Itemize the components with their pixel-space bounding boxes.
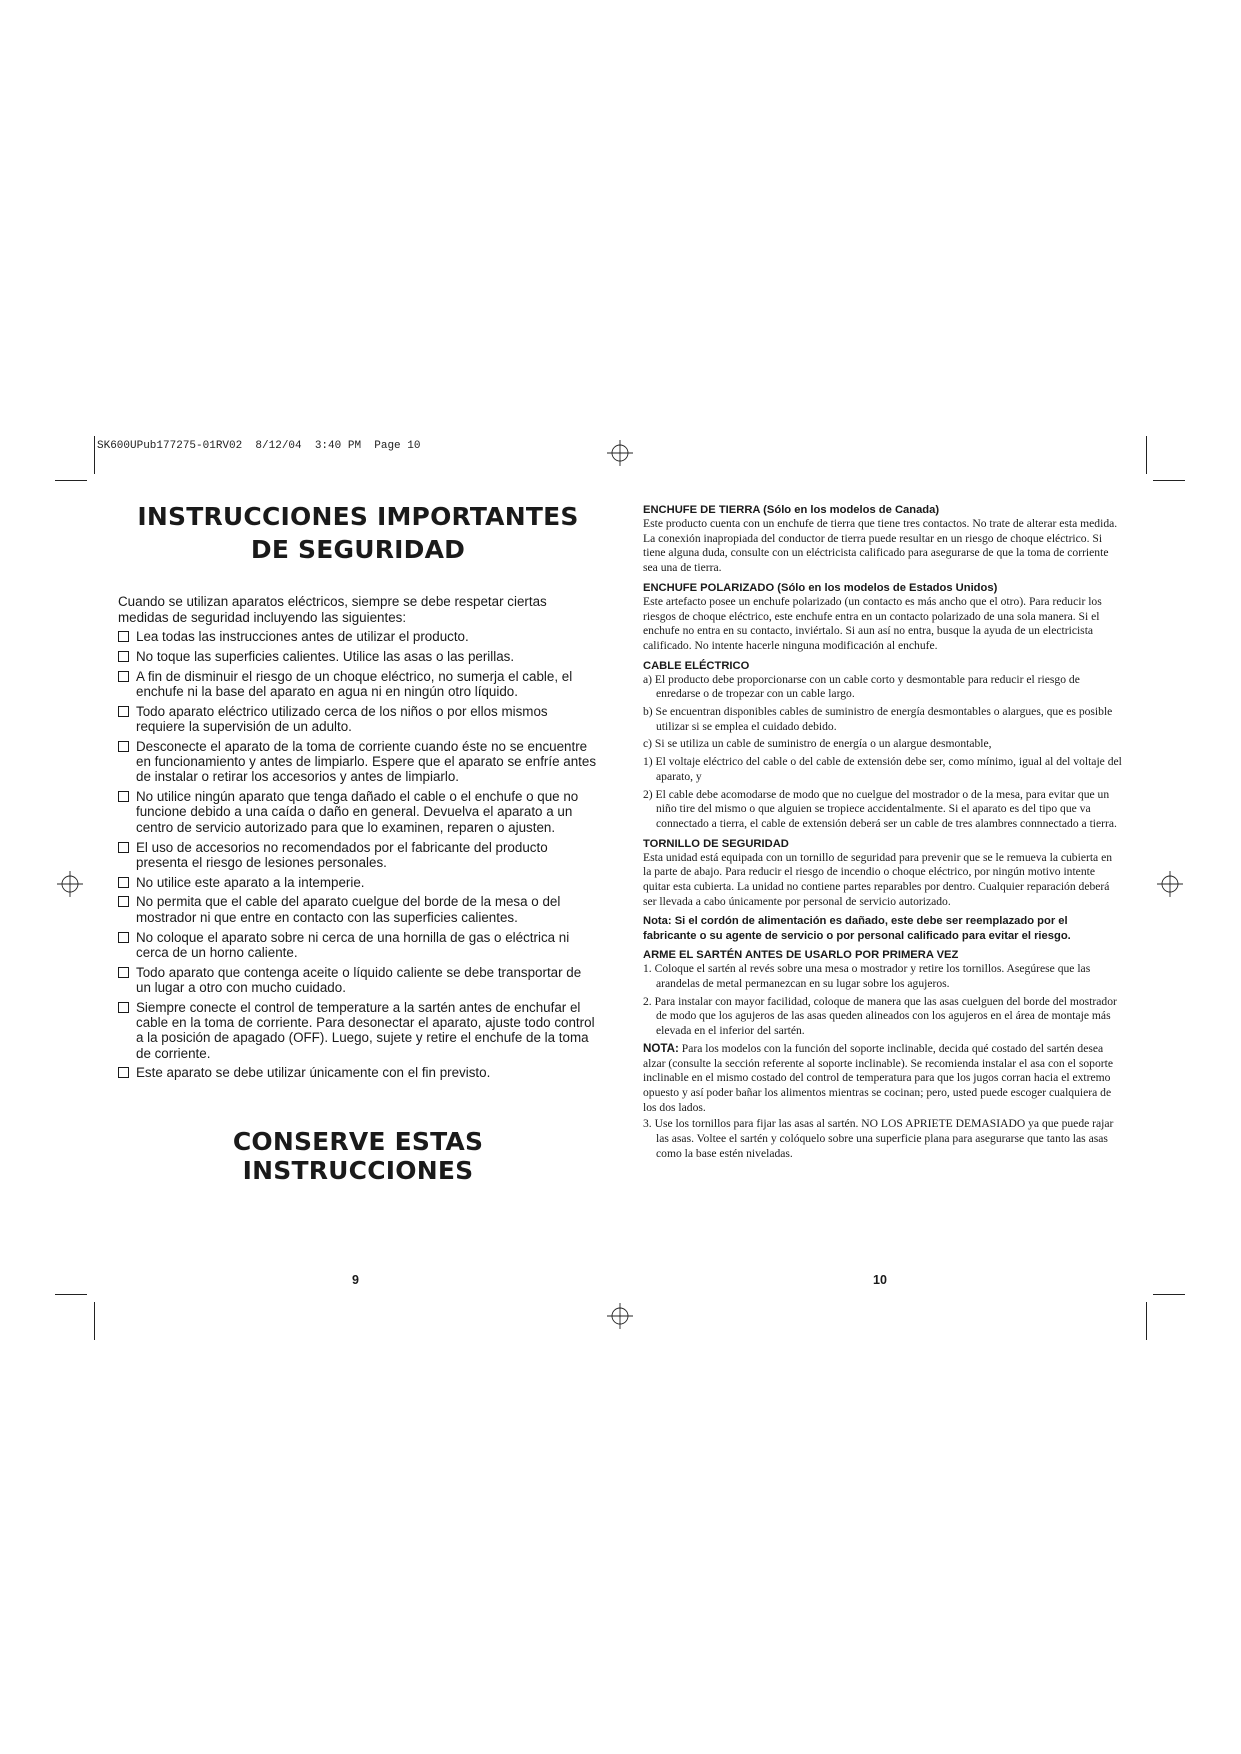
nota-text: Para los modelos con la función del soporte inclinable, decida qué costado del sartén desea alzar (consulte la sección referente al soporte inclinable). Se recomienda instalar el asa con el soporte inclinable en el mismo costado del control de temperatura para que los jugos corran hacia el extremo opuesto y así poder bañar los alimentos mientras se cocinan; pero, usted puede escoger cualquiera de los dos lados. (643, 1041, 1113, 1114)
list-item: 2) El cable debe acomodarse de modo que no cuelgue del mostrador o de la mesa, para evitar que un niño tire del mismo o que alguien se tropiece accidentalmente. Si el aparato es del tipo que va connectado a tierra, el cable de extensión deberá ser un cable de tres alambres connnectado a tierra. (643, 787, 1117, 830)
list-item: Lea todas las instrucciones antes de utilizar el producto. (118, 629, 598, 644)
left-page (118, 500, 598, 1185)
list-item: No utilice este aparato a la intemperie. (118, 875, 598, 890)
checkbox-square-icon (118, 1067, 129, 1078)
print-slug: SK600UPub177275-01RV02 8/12/04 3:40 PM Page 10 (97, 440, 421, 452)
crop-mark-top-right-v (1146, 436, 1147, 474)
checkbox-square-icon (118, 631, 129, 642)
crop-mark-bottom-left-h (55, 1294, 87, 1295)
checkbox-square-icon (118, 842, 129, 853)
safety-list (118, 629, 598, 1081)
registration-mark-bottom (607, 1303, 633, 1329)
list-item: El uso de accesorios no recomendados por el fabricante del producto presenta el riesgo de lesiones personales. (118, 840, 598, 871)
checkbox-square-icon (118, 967, 129, 978)
section-heading-assembly: ARME EL SARTÉN ANTES DE USARLO POR PRIMERA VEZ (643, 949, 959, 962)
crop-mark-top-left-v (94, 436, 95, 474)
list-item: 3. Use los tornillos para fijar las asas al sartén. NO LOS APRIETE DEMASIADO ya que puede rajar las asas. Voltee el sartén y colóquelo sobre una superficie plana para asegurarse que tanto las asas como la base estén niveladas. (643, 1117, 1114, 1160)
safety-title (118, 500, 598, 566)
list-item: 1. Coloque el sartén al revés sobre una mesa o mostrador y retire los tornillos. Asegúrese que las arandelas de metal permanezcan en su lugar sobre los agujeros. (643, 962, 1091, 990)
section-text-polarized-plug: Este artefacto posee un enchufe polarizado (un contacto es más ancho que el otro). Para reducir los riesgos de choque eléctrico, este enchufe entra en un contacto polarizado de una sola manera. Si el enchufe no entra en su contacto, inviértalo. Si aun así no entra, busque la ayuda de un electricista calificado. No intente hacerle ninguna modificación al enchufe. (643, 594, 1102, 652)
checkbox-square-icon (118, 651, 129, 662)
list-item: Este aparato se debe utilizar únicamente con el fin previsto. (118, 1065, 598, 1080)
list-item: c) Si se utiliza un cable de suministro de energía o un alargue desmontable, (643, 737, 992, 751)
checkbox-square-icon (118, 706, 129, 717)
crop-mark-top-right-h (1153, 480, 1185, 481)
list-item: Todo aparato que contenga aceite o líquido caliente se debe transportar de un lugar a otro con mucho cuidado. (118, 965, 598, 996)
registration-mark-top (607, 440, 633, 466)
list-item: No coloque el aparato sobre ni cerca de una hornilla de gas o eléctrica ni cerca de un horno caliente. (118, 930, 598, 961)
nota-label: NOTA: (643, 1041, 679, 1055)
list-item: 2. Para instalar con mayor facilidad, coloque de manera que las asas cuelguen del borde del mostrador de modo que los agujeros de las asas queden alineados con los agujeros en el área de montaje más elevada en el inferior del sartén. (643, 994, 1117, 1038)
safety-intro: Cuando se utilizan aparatos eléctricos, siempre se debe respetar ciertas medidas de seguridad incluyendo las siguientes: (118, 594, 547, 625)
list-item: b) Se encuentran disponibles cables de suministro de energía desmontables o alargues, que es posible utilizar si se emplea el cuidado debido. (643, 705, 1113, 733)
list-item: Siempre conecte el control de temperature a la sartén antes de enchufar el cable en la toma de corriente. Para desonectar el aparato, ajuste todo control a la posición de apagado (OFF). Luego, sujete y retire el enchufe de la toma de corriente. (118, 1000, 598, 1061)
list-item: No utilice ningún aparato que tenga dañado el cable o el enchufe o que no funcione debido a una caída o daño en general. Devuelva el aparato a un centro de servicio autorizado para que lo examinen, reparen o ajusten. (118, 789, 598, 835)
page-number-left: 9 (352, 1273, 359, 1287)
safety-title-line1: INSTRUCCIONES IMPORTANTES (137, 502, 579, 531)
list-item: No permita que el cable del aparato cuelgue del borde de la mesa o del mostrador ni que entre en contacto con las superficies calientes. (118, 894, 598, 925)
section-heading-grounded-plug: ENCHUFE DE TIERRA (Sólo en los modelos de Canada) (643, 504, 940, 516)
checkbox-square-icon (118, 896, 129, 907)
list-item: a) El producto debe proporcionarse con un cable corto y desmontable para reducir el riesgo de enredarse o de tropezar con un cable largo. (643, 672, 1080, 701)
safety-title-line2: DE SEGURIDAD (250, 535, 466, 564)
page-number-right: 10 (873, 1273, 887, 1287)
list-item: No toque las superficies calientes. Utilice las asas o las perillas. (118, 649, 598, 664)
section-heading-safety-screw: TORNILLO DE SEGURIDAD (643, 837, 789, 850)
list-item: Todo aparato eléctrico utilizado cerca de los niños o por ellos mismos requiere la supervisión de un adulto. (118, 704, 598, 735)
checkbox-square-icon (118, 741, 129, 752)
section-text-safety-screw: Esta unidad está equipada con un tornillo de seguridad para prevenir que se le remueva la cubierta en la parte de abajo. Para reducir el riesgo de incendio o choque eléctrico, por ningún motivo intente quitar esta cubierta. La unidad no contiene partes reparables por dentro. Cualquier reparación deberá ser llevada a cabo únicamente por personal de servicio autorizado. (643, 850, 1113, 908)
section-heading-cord: CABLE ELÉCTRICO (643, 659, 750, 672)
right-page (643, 503, 1123, 1164)
registration-mark-right (1157, 871, 1183, 897)
list-item: Desconecte el aparato de la toma de corriente cuando éste no se encuentre en funcionamiento y antes de limpiarlo. Espere que el aparato se enfríe antes de instalar o retirar los accesorios y antes de limpiarlo. (118, 739, 598, 785)
crop-mark-bottom-right-h (1153, 1294, 1185, 1295)
checkbox-square-icon (118, 932, 129, 943)
list-item: 1) El voltaje eléctrico del cable o del cable de extensión debe ser, como mínimo, igual al del voltaje del aparato, y (643, 755, 1122, 783)
checkbox-square-icon (118, 671, 129, 682)
section-text-grounded-plug: Este producto cuenta con un enchufe de tierra que tiene tres contactos. No trate de alterar esta medida. La conexión inapropiada del conductor de tierra puede resultar en un riesgo de choque eléctrico. Si tiene alguna duda, consulte con un eléctricista calificado para asegurarse de que la toma de corriente sea una de tierra. (643, 517, 1118, 575)
save-instructions-heading: CONSERVE ESTAS INSTRUCCIONES (232, 1126, 484, 1185)
checkbox-square-icon (118, 1002, 129, 1013)
crop-mark-bottom-left-v (94, 1302, 95, 1340)
registration-mark-left (57, 871, 83, 897)
crop-mark-bottom-right-v (1146, 1302, 1147, 1340)
checkbox-square-icon (118, 791, 129, 802)
list-item: A fin de disminuir el riesgo de un choque eléctrico, no sumerja el cable, el enchufe ni la base del aparato en agua ni en ningún otro líquido. (118, 669, 598, 700)
crop-mark-top-left-h (55, 480, 87, 481)
checkbox-square-icon (118, 877, 129, 888)
cord-damage-note: Nota: Si el cordón de alimentación es dañado, este debe ser reemplazado por el fabricante o su agente de servicio o por personal calificado para evitar el riesgo. (643, 915, 1071, 942)
assembly-note (643, 1042, 1123, 1116)
section-heading-polarized-plug: ENCHUFE POLARIZADO (Sólo en los modelos de Estados Unidos) (643, 581, 998, 594)
